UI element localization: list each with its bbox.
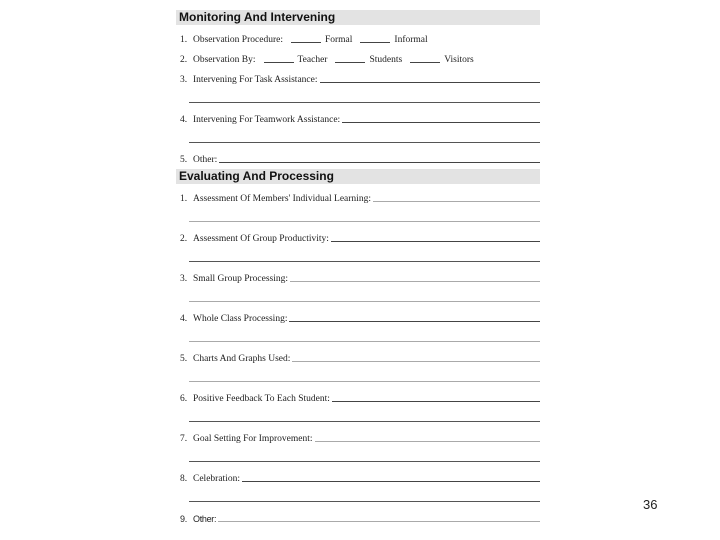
option-students[interactable] (335, 55, 402, 65)
evaluating-item-positive-feedback (176, 384, 540, 404)
item-label: Other: (193, 155, 218, 165)
item-number: 2. (180, 234, 188, 244)
item-label: Observation Procedure: (193, 35, 283, 45)
option-label: Informal (394, 35, 428, 45)
item-label: Charts And Graphs Used: (193, 354, 291, 364)
continuation-line[interactable] (176, 204, 540, 224)
answer-line[interactable] (292, 360, 540, 362)
continuation-line[interactable] (176, 484, 540, 504)
answer-line[interactable] (189, 501, 540, 502)
item-number: 4. (180, 115, 188, 125)
item-label: Positive Feedback To Each Student: (193, 394, 330, 404)
item-number: 6. (180, 394, 188, 404)
option-label: Formal (324, 35, 353, 45)
option-label: Students (369, 55, 403, 65)
evaluating-item-goal-setting (176, 424, 540, 444)
continuation-line[interactable] (176, 364, 540, 384)
item-label: Assessment Of Members' Individual Learning: (193, 194, 371, 204)
continuation-line[interactable] (176, 404, 540, 424)
answer-line[interactable] (189, 461, 540, 462)
answer-line[interactable] (320, 81, 541, 83)
evaluating-item-small-group-processing (176, 264, 540, 284)
option-blank[interactable] (291, 42, 321, 43)
answer-line[interactable] (189, 421, 540, 422)
evaluating-item-whole-class-processing (176, 304, 540, 324)
evaluating-item-other (176, 504, 540, 524)
answer-line[interactable] (189, 381, 540, 382)
item-number: 3. (180, 75, 188, 85)
monitoring-item-task-assistance (176, 65, 540, 85)
item-number: 7. (180, 434, 188, 444)
item-label: Goal Setting For Improvement: (193, 434, 313, 444)
option-teacher[interactable] (264, 55, 328, 65)
option-blank[interactable] (264, 62, 294, 63)
evaluating-item-celebration (176, 464, 540, 484)
item-label: Intervening For Teamwork Assistance: (193, 115, 341, 125)
option-formal[interactable] (291, 35, 352, 45)
answer-line[interactable] (189, 261, 540, 262)
answer-line[interactable] (189, 102, 540, 103)
continuation-line[interactable] (176, 444, 540, 464)
monitoring-item-observation-by (176, 45, 540, 65)
option-blank[interactable] (335, 62, 365, 63)
item-label: Small Group Processing: (193, 274, 288, 284)
answer-line[interactable] (332, 400, 540, 402)
monitoring-item-teamwork-assistance (176, 105, 540, 125)
section-header-monitoring: Monitoring And Intervening (176, 10, 540, 25)
monitoring-item-other (176, 145, 540, 165)
continuation-line[interactable] (176, 324, 540, 344)
answer-line[interactable] (189, 221, 540, 222)
answer-line[interactable] (219, 161, 540, 163)
lesson-form (176, 10, 540, 524)
continuation-line[interactable] (176, 125, 540, 145)
item-number: 2. (180, 55, 188, 65)
item-number: 8. (180, 474, 188, 484)
answer-line[interactable] (342, 121, 540, 123)
item-number: 5. (180, 155, 188, 165)
item-number: 5. (180, 354, 188, 364)
option-informal[interactable] (360, 35, 427, 45)
option-blank[interactable] (410, 62, 440, 63)
evaluating-item-individual-learning (176, 184, 540, 204)
item-label: Celebration: (193, 474, 240, 484)
item-label: Intervening For Task Assistance: (193, 75, 318, 85)
monitoring-item-observation-procedure (176, 25, 540, 45)
section-header-evaluating: Evaluating And Processing (176, 169, 540, 184)
option-label: Visitors (444, 55, 474, 65)
item-number: 1. (180, 35, 188, 45)
page-number: 36 (643, 497, 658, 512)
continuation-line[interactable] (176, 85, 540, 105)
item-label: Whole Class Processing: (193, 314, 288, 324)
item-number: 4. (180, 314, 188, 324)
answer-line[interactable] (189, 301, 540, 302)
answer-line[interactable] (331, 240, 540, 242)
option-blank[interactable] (360, 42, 390, 43)
answer-line[interactable] (373, 200, 540, 202)
continuation-line[interactable] (176, 284, 540, 304)
item-label: Assessment Of Group Productivity: (193, 234, 329, 244)
answer-line[interactable] (218, 520, 540, 522)
continuation-line[interactable] (176, 244, 540, 264)
item-label: Observation By: (193, 55, 256, 65)
answer-line[interactable] (315, 440, 540, 442)
option-label: Teacher (297, 55, 328, 65)
item-label: Other: (193, 514, 217, 524)
option-visitors[interactable] (410, 55, 474, 65)
item-number: 1. (180, 194, 188, 204)
answer-line[interactable] (242, 480, 540, 482)
answer-line[interactable] (289, 320, 540, 322)
answer-line[interactable] (189, 142, 540, 143)
item-number: 3. (180, 274, 188, 284)
evaluating-item-group-productivity (176, 224, 540, 244)
answer-line[interactable] (189, 341, 540, 342)
answer-line[interactable] (290, 280, 540, 282)
item-number: 9. (180, 514, 187, 524)
evaluating-item-charts-graphs (176, 344, 540, 364)
